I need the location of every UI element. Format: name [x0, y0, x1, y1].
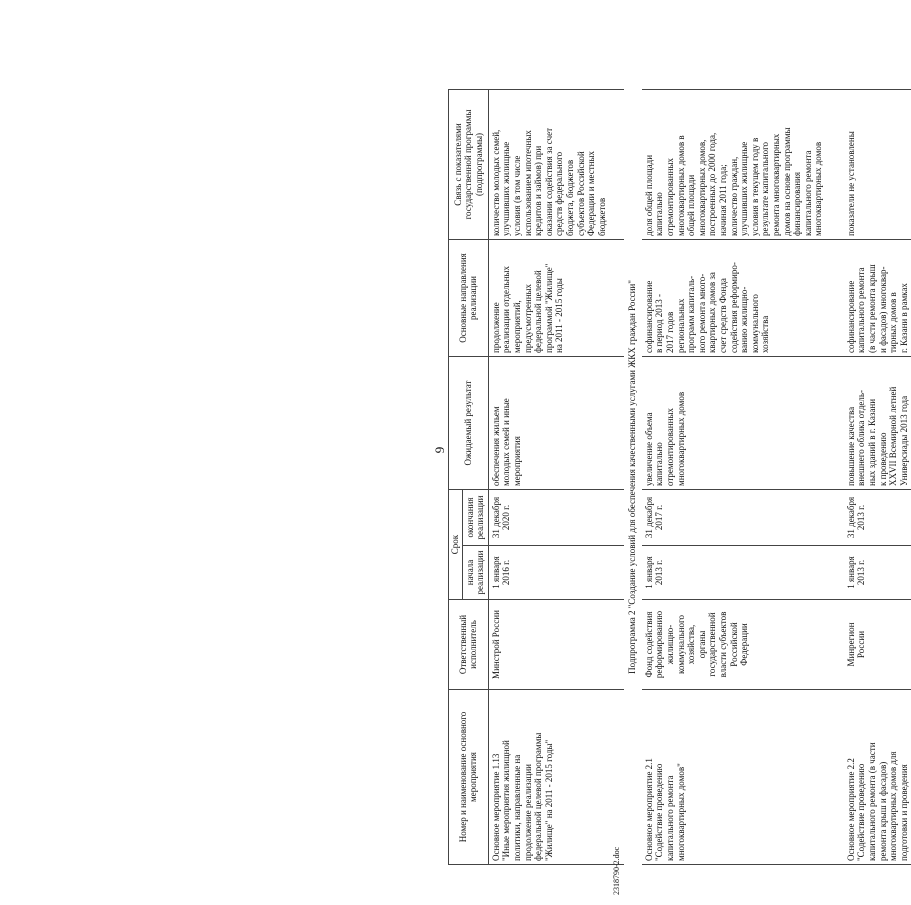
header-directions: Основные направления реализации — [449, 240, 489, 357]
row-executor: Фонд содействия реформированию жилищно- коммунального хозяйства, органы государственной власти субъектов Российской Федерации — [642, 600, 844, 690]
row-end: 31 декабря 2020 г. — [488, 490, 624, 546]
subprogram-title: Подпрограмма 2 "Создание условий для обеспечения качественными услугами ЖКХ граждан России" — [627, 280, 638, 674]
row-result: обеспечения жильем молодых семей и иные мероприятия — [488, 357, 624, 490]
row-directions: софинансирование в период 2013 - 2017 годов региональных программ капиталь- ного ремонта много- квартирных домов за счет средств Фонда содействия реформиро- ванию жилищно- коммунального хозяйства — [642, 240, 844, 357]
measures-table — [448, 89, 911, 865]
header-end: окончания реализации — [462, 490, 488, 546]
row-link: доля общей площади капитально отремонтированных многоквартирных домов в общей площади многоквартирных домов, построенных до 2000 года, начиная 2011 года; количество граждан, улучшивших жилищные условия в текущем году в результате капитального ремонта многоквартирных домов на основе программы финансирования капитального ремонта многоквартирных домов — [642, 90, 844, 240]
row-executor: Минрегион России — [844, 600, 911, 690]
row-directions: софинансирование капитального ремонта (в части ремонта крыш и фасадов) многоквар- тирных домов в г. Казани в рамках — [844, 240, 911, 357]
row-name: Основное мероприятие 2.2 "Содействие проведению капитального ремонта (в части ремонта крыш и фасадов) многоквартирных домов для подготовки и проведения — [844, 690, 911, 865]
row-name: Основное мероприятие 2.1 "Содействие проведению капитального ремонта многоквартирных домов" — [642, 690, 844, 865]
row-start: 1 января 2016 г. — [488, 546, 624, 600]
row-result: увеличение объема капитально отремонтированных многоквартирных домов — [642, 357, 844, 490]
table-row — [488, 90, 624, 865]
row-link: показатели не установлены — [844, 90, 911, 240]
table-row — [844, 90, 911, 865]
header-row — [449, 90, 463, 865]
row-name: Основное мероприятие 1.13 "Иные мероприятия жилищной политики, направленные на продолжение реализации федеральной целевой программы "Жилище" на 2011 - 2015 годы" — [488, 690, 624, 865]
row-end: 31 декабря 2017 г. — [642, 490, 844, 546]
header-term: Срок — [449, 490, 463, 600]
footer-code: 2318790-2.doc — [612, 846, 621, 895]
table-row — [642, 90, 844, 865]
row-link: количество молодых семей, улучшивших жилищные условия (в том числе использованием ипотечных кредитов и займов) при оказании содействия за счет средств федерального бюджета, бюджетов субъектов Российской Федерации и местных бюджетов — [488, 90, 624, 240]
row-result: повышение качества внешнего облика отдель- ных зданий в г. Казани к проведению XXVII Всемирной летней Универсиады 2013 года — [844, 357, 911, 490]
row-executor: Минстрой России — [488, 600, 624, 690]
header-result: Ожидаемый результат — [449, 357, 489, 490]
subprogram-row — [624, 90, 642, 865]
row-start: 1 января 2013 г. — [642, 546, 844, 600]
header-start: начала реализации — [462, 546, 488, 600]
header-link: Связь с показателями государственной программы (подпрограммы) — [449, 90, 489, 240]
header-executor: Ответственный исполнитель — [449, 600, 489, 690]
row-end: 31 декабря 2013 г. — [844, 490, 911, 546]
row-start: 1 января 2013 г. — [844, 546, 911, 600]
header-number-name: Номер и наименование основного мероприятия — [449, 690, 489, 865]
row-directions: продолжение реализации отдельных мероприятий, предусмотренных федеральной целевой программой "Жилище" на 2011 - 2015 годы — [488, 240, 624, 357]
page-number: 9 — [432, 446, 447, 454]
